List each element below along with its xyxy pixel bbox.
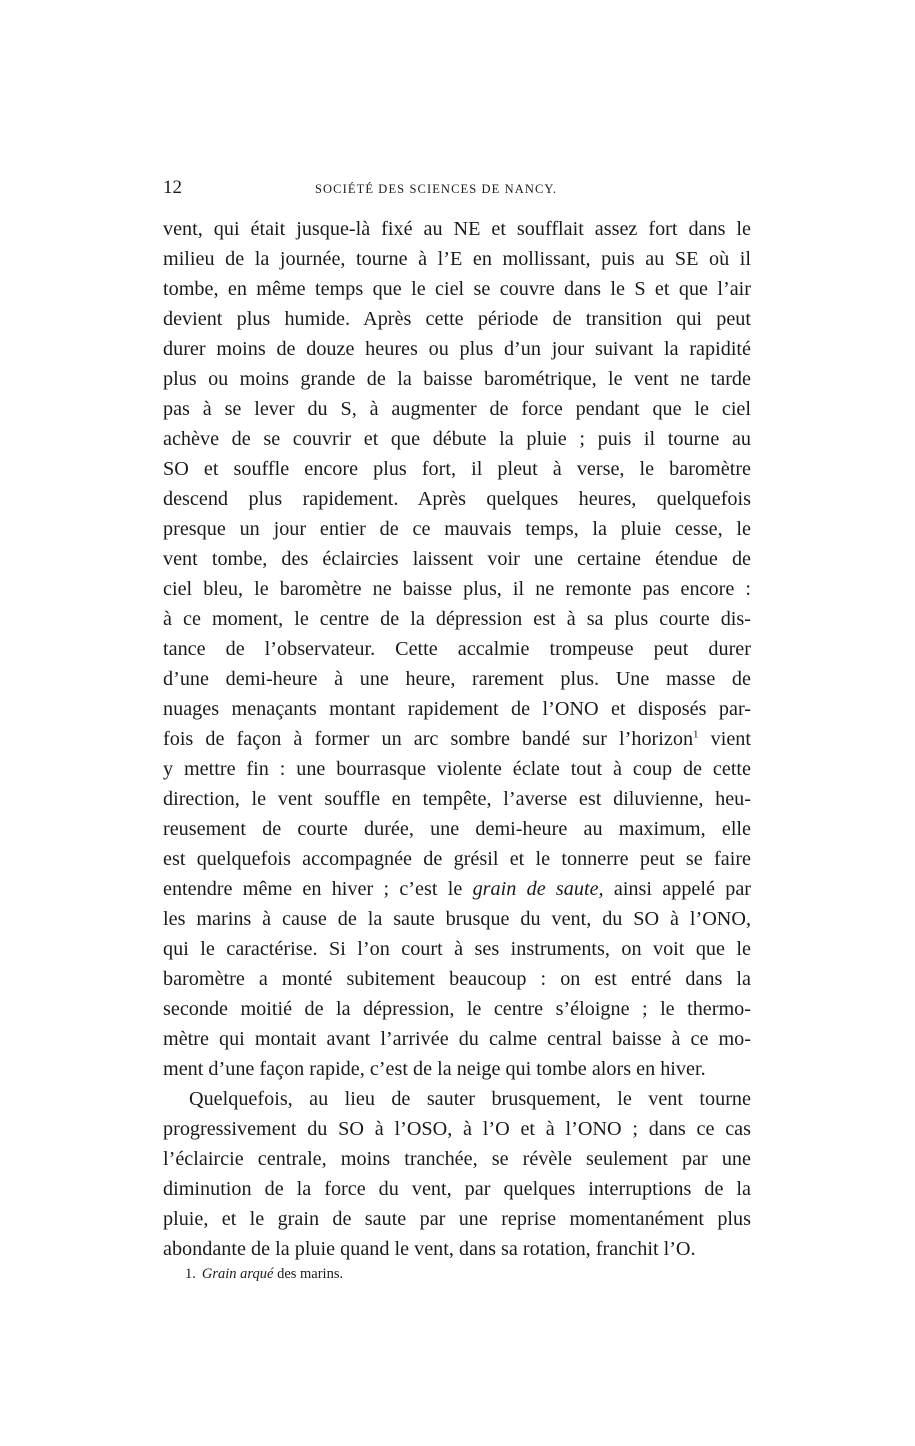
text-line: progressivement du SO à l’OSO, à l’O et à l’ONO ; dans ce cas bbox=[163, 1118, 751, 1140]
footnote-label: 1. bbox=[185, 1266, 196, 1282]
text-line: les marins à cause de la saute brusque du vent, du SO à l’ONO, bbox=[163, 908, 751, 930]
text-line: y mettre fin : une bourrasque violente éclate tout à coup de cette bbox=[163, 758, 751, 780]
text-line: à ce moment, le centre de la dépression est à sa plus courte dis- bbox=[163, 608, 751, 630]
text-line: diminution de la force du vent, par quelques interruptions de la bbox=[163, 1178, 751, 1200]
text-line: abondante de la pluie quand le vent, dans sa rotation, franchit l’O. bbox=[163, 1238, 696, 1260]
text-line: qui le caractérise. Si l’on court à ses instruments, on voit que le bbox=[163, 938, 751, 960]
text-line: pluie, et le grain de saute par une reprise momentanément plus bbox=[163, 1208, 751, 1230]
paragraph-first-line: Quelquefois, au lieu de sauter brusquement, le vent tourne bbox=[189, 1088, 751, 1110]
text-line: l’éclaircie centrale, moins tranchée, se révèle seulement par une bbox=[163, 1148, 751, 1170]
text-line: durer moins de douze heures ou plus d’un jour suivant la rapidité bbox=[163, 338, 751, 360]
text-line: direction, le vent souffle en tempête, l’averse est diluvienne, heu- bbox=[163, 788, 751, 810]
text-line: mètre qui montait avant l’arrivée du calme central baisse à ce mo- bbox=[163, 1028, 751, 1050]
journal-title: SOCIÉTÉ DES SCIENCES DE NANCY. bbox=[315, 182, 558, 196]
text-line: reusement de courte durée, une demi-heure au maximum, elle bbox=[163, 818, 751, 840]
footnote-text: des marins. bbox=[273, 1266, 344, 1282]
text-line: seconde moitié de la dépression, le centre s’éloigne ; le thermo- bbox=[163, 998, 751, 1020]
text-line: baromètre a monté subitement beaucoup : on est entré dans la bbox=[163, 968, 751, 990]
line-text: entendre même en hiver ; c’est le bbox=[163, 878, 463, 900]
text-line: SO et souffle encore plus fort, il pleut à verse, le baromètre bbox=[163, 458, 751, 480]
text-line-with-footnote-ref bbox=[163, 724, 751, 754]
page-number: 12 bbox=[163, 177, 182, 198]
text-line: nuages menaçants montant rapidement de l’ONO et disposés par- bbox=[163, 698, 751, 720]
text-line: ciel bleu, le baromètre ne baisse plus, il ne remonte pas encore : bbox=[163, 578, 751, 600]
text-line: pas à se lever du S, à augmenter de force pendant que le ciel bbox=[163, 398, 751, 420]
text-line: devient plus humide. Après cette période de transition qui peut bbox=[163, 308, 751, 330]
text-line: tombe, en même temps que le ciel se couvre dans le S et que l’air bbox=[163, 278, 751, 300]
text-line: vent tombe, des éclaircies laissent voir une certaine étendue de bbox=[163, 548, 751, 570]
text-line-with-italic bbox=[163, 874, 751, 904]
italic-term: grain de saute, bbox=[472, 878, 604, 900]
text-line: vent, qui était jusque-là fixé au NE et soufflait assez fort dans le bbox=[163, 218, 751, 240]
line-text-tail: ainsi appelé par bbox=[603, 878, 751, 900]
text-line: plus ou moins grande de la baisse barométrique, le vent ne tarde bbox=[163, 368, 751, 390]
line-text-tail: vient bbox=[698, 728, 751, 750]
text-line: ment d’une façon rapide, c’est de la neige qui tombe alors en hiver. bbox=[163, 1058, 706, 1080]
line-text: fois de façon à former un arc sombre bandé sur l’horizon bbox=[163, 728, 694, 750]
body-text bbox=[163, 214, 751, 1264]
text-line: achève de se couvrir et que débute la pluie ; puis il tourne au bbox=[163, 428, 751, 450]
text-line: descend plus rapidement. Après quelques heures, quelquefois bbox=[163, 488, 751, 510]
text-line: milieu de la journée, tourne à l’E en mollissant, puis au SE où il bbox=[163, 248, 751, 270]
text-line: presque un jour entier de ce mauvais temps, la pluie cesse, le bbox=[163, 518, 751, 540]
running-head bbox=[163, 176, 751, 200]
text-line: tance de l’observateur. Cette accalmie trompeuse peut durer bbox=[163, 638, 751, 660]
footnote-reference: 1 bbox=[693, 728, 699, 741]
footnote-italic-term: Grain arqué bbox=[201, 1266, 274, 1282]
text-line: d’une demi-heure à une heure, rarement plus. Une masse de bbox=[163, 668, 751, 690]
footnote bbox=[185, 1264, 343, 1284]
text-line: est quelquefois accompagnée de grésil et le tonnerre peut se faire bbox=[163, 848, 751, 870]
